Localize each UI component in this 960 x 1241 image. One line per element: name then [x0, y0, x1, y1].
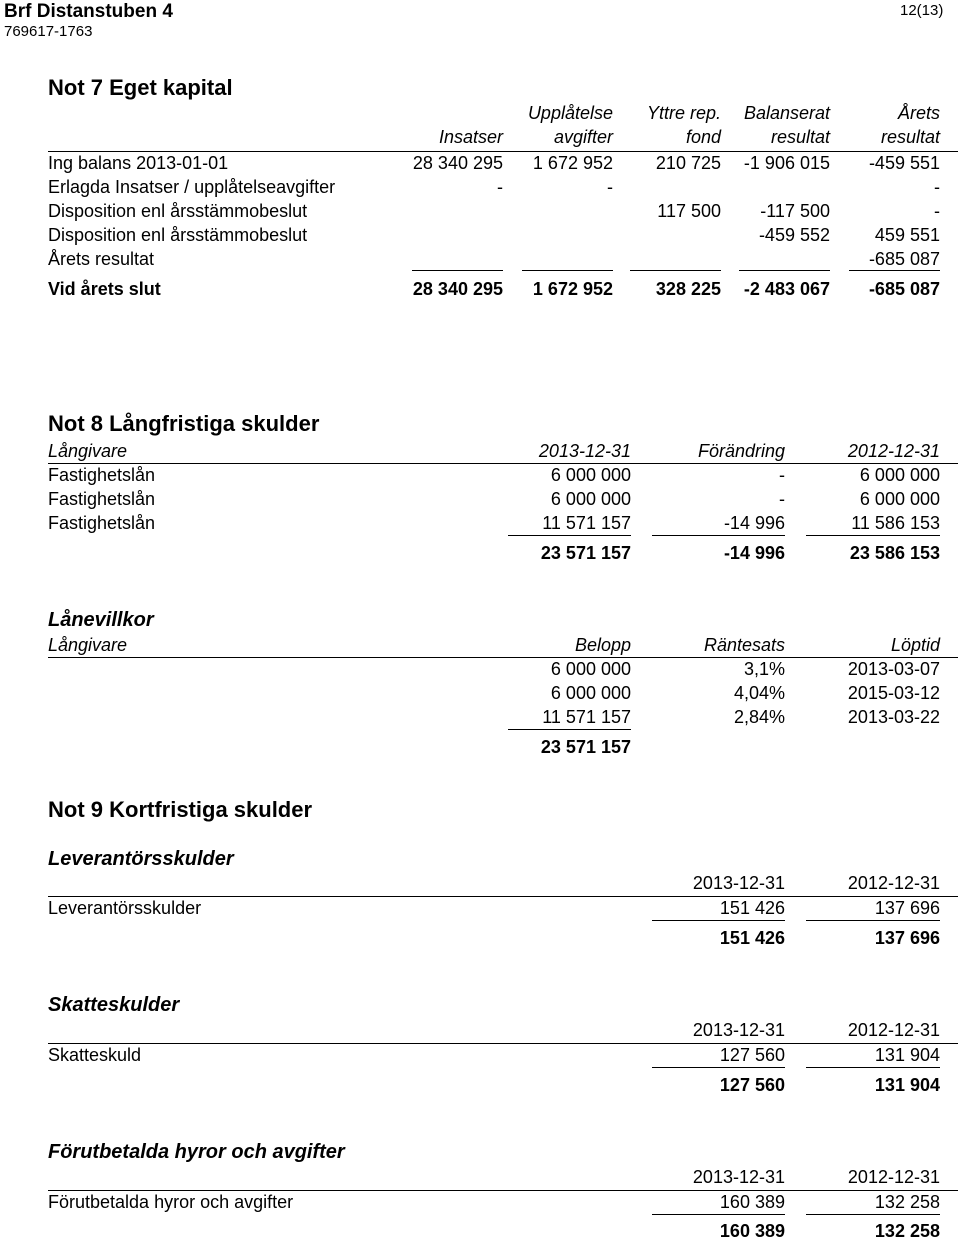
col-header: Balanserat — [743, 103, 830, 123]
col-header: 2012-12-31 — [847, 1167, 940, 1187]
row-label: Leverantörsskulder — [48, 898, 202, 918]
sum-rule — [412, 270, 503, 271]
cell: 1 672 952 — [532, 279, 613, 299]
cell: -2 483 067 — [743, 279, 830, 299]
total-cell: 151 426 — [719, 928, 785, 948]
total-cell: 131 904 — [874, 1075, 940, 1095]
cell: 6 000 000 — [550, 489, 631, 509]
cell: 2013-03-22 — [847, 707, 940, 727]
cell: 210 725 — [655, 153, 721, 173]
col-header: Upplåtelse — [527, 103, 613, 123]
org-name: Brf Distanstuben 4 — [4, 1, 173, 22]
cell: 6 000 000 — [859, 489, 940, 509]
cell: 23 571 157 — [540, 543, 631, 563]
total-cell: 132 258 — [874, 1221, 940, 1241]
row-label: Ing balans 2013-01-01 — [48, 153, 229, 173]
cell: 3,1% — [743, 659, 785, 679]
row-label: Fastighetslån — [48, 465, 156, 485]
cell: -117 500 — [760, 201, 830, 221]
col-header: resultat — [770, 127, 830, 147]
col-header: 2012-12-31 — [847, 441, 940, 461]
sum-rule — [508, 535, 631, 536]
col-header: Löptid — [890, 635, 940, 655]
sum-rule — [806, 920, 940, 921]
sum-rule — [522, 270, 613, 271]
row-label: Förutbetalda hyror och avgifter — [48, 1192, 294, 1212]
sum-rule — [849, 270, 940, 271]
header-rule — [48, 657, 958, 658]
col-header: Insatser — [438, 127, 503, 147]
header-rule — [48, 463, 958, 464]
col-header: resultat — [880, 127, 940, 147]
sum-rule — [806, 1214, 940, 1215]
cell: 117 500 — [657, 201, 721, 221]
section-title: Förutbetalda hyror och avgifter — [48, 1141, 345, 1163]
row-label: Fastighetslån — [48, 489, 156, 509]
cell: - — [934, 177, 940, 197]
total-cell: 137 696 — [874, 928, 940, 948]
sum-rule — [652, 1214, 785, 1215]
section-title: Leverantörsskulder — [48, 848, 234, 870]
col-header: Långivare — [48, 635, 128, 655]
col-header: 2013-12-31 — [692, 873, 785, 893]
col-header: 2013-12-31 — [538, 441, 631, 461]
header-rule — [48, 1190, 958, 1191]
cell: 6 000 000 — [550, 659, 631, 679]
col-header: Yttre rep. — [646, 103, 721, 123]
col-header: Långivare — [48, 441, 128, 461]
total-cell: 160 389 — [719, 1221, 785, 1241]
col-header: Belopp — [574, 635, 631, 655]
col-header: avgifter — [553, 127, 613, 147]
cell: 1 672 952 — [532, 153, 613, 173]
sum-rule — [652, 1067, 785, 1068]
cell: -459 551 — [868, 153, 940, 173]
cell: - — [934, 201, 940, 221]
cell: -459 552 — [758, 225, 830, 245]
page-number: 12(13) — [900, 2, 944, 19]
cell: - — [779, 465, 785, 485]
col-header: 2013-12-31 — [692, 1167, 785, 1187]
header-rule — [48, 151, 958, 152]
cell: 23 586 153 — [849, 543, 940, 563]
cell: 28 340 295 — [412, 279, 503, 299]
total-cell: 23 571 157 — [540, 737, 631, 757]
cell: 2,84% — [733, 707, 785, 727]
col-header: fond — [685, 127, 721, 147]
header-rule — [48, 1043, 958, 1044]
sum-rule — [806, 535, 940, 536]
cell: 459 551 — [874, 225, 940, 245]
cell: -685 087 — [868, 279, 940, 299]
header-rule — [48, 896, 958, 897]
cell: -1 906 015 — [743, 153, 830, 173]
cell: 132 258 — [874, 1192, 940, 1212]
cell: 4,04% — [733, 683, 785, 703]
cell: 160 389 — [719, 1192, 785, 1212]
sum-rule — [508, 729, 631, 730]
cell: 11 586 153 — [851, 513, 940, 533]
col-header: 2013-12-31 — [692, 1020, 785, 1040]
sum-rule — [652, 920, 785, 921]
sum-rule — [806, 1067, 940, 1068]
cell: 127 560 — [719, 1045, 785, 1065]
cell: 2013-03-07 — [847, 659, 940, 679]
sum-rule — [630, 270, 721, 271]
cell: -14 996 — [723, 513, 785, 533]
note9-title: Not 9 Kortfristiga skulder — [48, 797, 313, 822]
cell: 131 904 — [874, 1045, 940, 1065]
col-header: Förändring — [697, 441, 785, 461]
cell: - — [779, 489, 785, 509]
cell: 328 225 — [655, 279, 721, 299]
total-cell: 127 560 — [719, 1075, 785, 1095]
row-label: Årets resultat — [48, 249, 155, 269]
sum-rule — [652, 535, 785, 536]
cell: - — [497, 177, 503, 197]
cell: 6 000 000 — [859, 465, 940, 485]
cell: 151 426 — [719, 898, 785, 918]
row-label: Vid årets slut — [48, 279, 161, 299]
cell: 11 571 157 — [542, 707, 631, 727]
note8-title: Not 8 Långfristiga skulder — [48, 411, 320, 436]
cell: -685 087 — [868, 249, 940, 269]
cell: 137 696 — [874, 898, 940, 918]
row-label: Skatteskuld — [48, 1045, 142, 1065]
row-label: Fastighetslån — [48, 513, 156, 533]
cell: 11 571 157 — [542, 513, 631, 533]
section-title: Lånevillkor — [48, 609, 154, 631]
section-title: Skatteskulder — [48, 994, 180, 1016]
sum-rule — [739, 270, 830, 271]
col-header: Räntesats — [703, 635, 785, 655]
cell: 6 000 000 — [550, 465, 631, 485]
row-label: Disposition enl årsstämmobeslut — [48, 201, 308, 221]
row-label: Disposition enl årsstämmobeslut — [48, 225, 308, 245]
cell: - — [607, 177, 613, 197]
cell: -14 996 — [723, 543, 785, 563]
row-label: Erlagda Insatser / upplåtelseavgifter — [48, 177, 336, 197]
col-header: 2012-12-31 — [847, 873, 940, 893]
cell: 2015-03-12 — [847, 683, 940, 703]
org-number: 769617-1763 — [4, 23, 93, 40]
col-header: Årets — [897, 103, 940, 123]
cell: 28 340 295 — [412, 153, 503, 173]
cell: 6 000 000 — [550, 683, 631, 703]
note7-title: Not 7 Eget kapital — [48, 75, 233, 100]
col-header: 2012-12-31 — [847, 1020, 940, 1040]
